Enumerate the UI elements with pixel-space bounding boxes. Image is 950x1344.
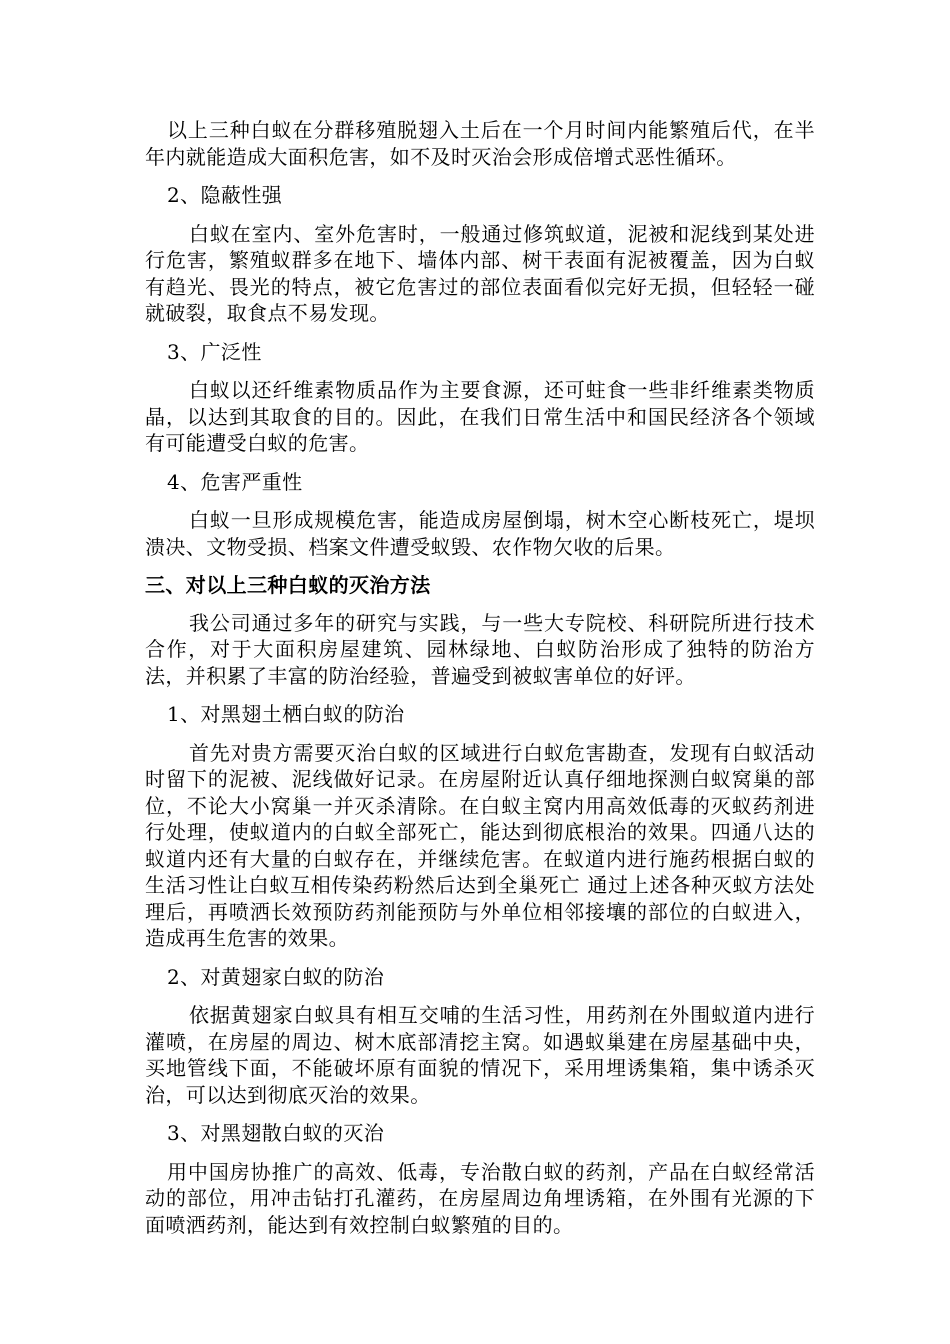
paragraph-severity: 白蚁一旦形成规模危害，能造成房屋倒塌，树木空心断枝死亡，堤坝溃决、文物受损、档案文件遭受蚁毁、农作物欠收的后果。 (145, 508, 815, 559)
section-heading-control-methods: 三、对以上三种白蚁的灭治方法 (145, 573, 431, 597)
subheading-reticulitermes: 3、对黑翅散白蚁的灭治 (167, 1121, 385, 1145)
document-page (145, 117, 815, 1250)
paragraph-concealment: 白蚁在室内、室外危害时，一般通过修筑蚁道，泥被和泥线到某处进行危害，繁殖蚁群多在地下、墙体内部、树干表面有泥被覆盖，因为白蚁有趋光、畏光的特点，被它危害过的部位表面看似完好无损，但轻轻一碰就破裂，取食点不易发现。 (145, 221, 815, 325)
paragraph-reticulitermes: 用中国房协推广的高效、低毒，专治散白蚁的药剂，产品在白蚁经常活动的部位，用冲击钻打孔灌药，在房屋周边角埋诱箱，在外围有光源的下面喷洒药剂，能达到有效控制白蚁繁殖的目的。 (145, 1159, 815, 1237)
subheading-severity: 4、危害严重性 (167, 469, 303, 494)
paragraph-black-winged-termite: 首先对贵方需要灭治白蚁的区域进行白蚁危害勘查，发现有白蚁活动时留下的泥被、泥线做好记录。在房屋附近认真仔细地探测白蚁窝巢的部位，不论大小窝巢一并灭杀清除。在白蚁主窝内用高效低毒的灭蚁药剂进行处理，使蚁道内的白蚁全部死亡，能达到彻底根治的效果。四通八达的蚁道内还有大量的白蚁存在，并继续危害。在蚁道内进行施药根据白蚁的生活习性让白蚁互相传染药粉然后达到全巢死亡 通过上述各种灭蚁方法处理后，再喷洒长效预防药剂能预防与外单位相邻接壤的部位的白蚁进入，造成再生危害的效果。 (145, 740, 815, 950)
subheading-pervasiveness: 3、广泛性 (167, 339, 262, 364)
paragraph-yellow-winged-termite: 依据黄翅家白蚁具有相互交哺的生活习性，用药剂在外围蚁道内进行灌喷，在房屋的周边、树木底部清挖主窝。如遇蚁巢建在房屋基础中央，买地管线下面，不能破坏原有面貌的情况下，采用埋诱集箱，集中诱杀灭治，可以达到彻底灭治的效果。 (145, 1003, 815, 1107)
subheading-concealment: 2、隐蔽性强 (167, 183, 283, 207)
paragraph-reproduction-summary: 以上三种白蚁在分群移殖脱翅入土后在一个月时间内能繁殖后代，在半年内就能造成大面积危害，如不及时灭治会形成倍增式恶性循环。 (145, 118, 815, 169)
subheading-black-winged-termite: 1、对黑翅土栖白蚁的防治 (167, 702, 405, 726)
paragraph-pervasiveness: 白蚁以还纤维素物质品作为主要食源，还可蛀食一些非纤维素类物质晶，以达到其取食的目的。因此，在我们日常生活中和国民经济各个领域有可能遭受白蚁的危害。 (145, 378, 815, 455)
subheading-yellow-winged-termite: 2、对黄翅家白蚁的防治 (167, 964, 385, 989)
paragraph-company-intro: 我公司通过多年的研究与实践，与一些大专院校、科研院所进行技术合作，对于大面积房屋建筑、园林绿地、白蚁防治形成了独特的防治方法，并积累了丰富的防治经验，普遍受到被蚁害单位的好评。 (145, 610, 815, 688)
